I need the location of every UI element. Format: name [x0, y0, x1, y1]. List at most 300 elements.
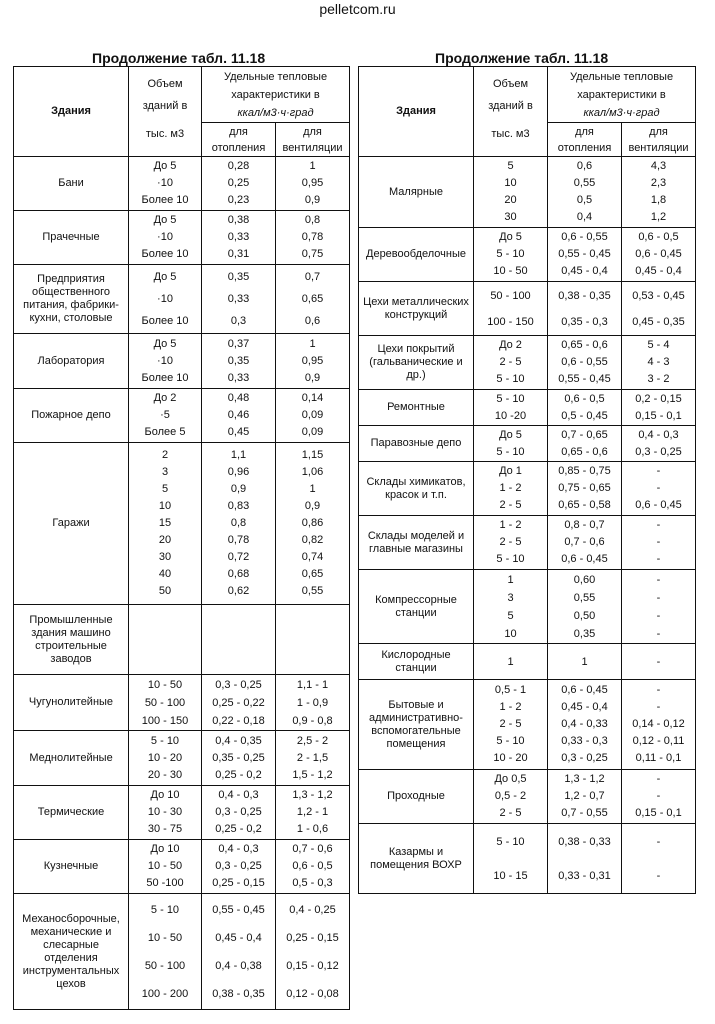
heat-value: 0,35 - 0,3	[561, 315, 608, 328]
heat-value: 0,35	[227, 354, 250, 367]
table-row	[14, 731, 350, 786]
vol-value: 100 - 150	[487, 315, 534, 328]
vent-value: -	[656, 655, 661, 668]
vol-value: ·10	[157, 293, 173, 305]
heat-value: 0,8 - 0,7	[564, 519, 605, 531]
building-name: Склады химикатов, красок и т.п.	[359, 462, 474, 516]
table-row	[14, 675, 350, 731]
vol-value: До 2	[499, 339, 522, 351]
heat-value: 0,25	[227, 177, 250, 189]
column-header-volume	[474, 67, 548, 157]
heat-value: 0,38 - 0,35	[212, 987, 265, 1000]
vol-value: 2 - 5	[499, 718, 522, 730]
table-row	[359, 770, 696, 824]
heating-cell	[548, 462, 622, 516]
heating-cell	[548, 770, 622, 824]
vol-value: 3	[507, 591, 514, 604]
vol-value: 20	[504, 194, 517, 206]
vent-value: 0,78	[301, 231, 324, 243]
heat-value: 0,6 - 0,45	[561, 684, 608, 696]
vent-value: 0,9 - 0,8	[292, 714, 333, 727]
table-row	[14, 443, 350, 605]
spec-header-line: Удельные тепловые	[569, 70, 674, 83]
vent-value: 0,53 - 0,45	[632, 289, 685, 302]
table-row	[14, 840, 350, 894]
heat-value: 0,46	[227, 409, 250, 421]
vent-value: 4,3	[650, 160, 667, 172]
spec-header-line: Удельные тепловые	[223, 70, 328, 83]
table-row	[14, 786, 350, 840]
vol-value: 5 - 10	[496, 392, 525, 405]
heat-value: 0,45	[227, 426, 250, 438]
heat-value: 0,45 - 0,4	[561, 701, 608, 713]
building-name: Цехи металлических конструкций	[359, 282, 474, 336]
ventilation-cell	[276, 605, 350, 675]
ventilation-cell	[622, 516, 696, 570]
volume-cell	[474, 390, 548, 426]
heat-value: 0,3 - 0,25	[561, 752, 608, 764]
heat-value: 0,38	[227, 214, 250, 226]
right-table	[358, 66, 696, 894]
volume-cell	[129, 157, 202, 211]
vent-value: -	[656, 553, 661, 565]
table-row	[14, 265, 350, 334]
volume-cell	[129, 786, 202, 840]
building-name: Меднолитейные	[14, 731, 129, 786]
vent-value: 0,9	[304, 500, 321, 512]
vol-value: До 5	[499, 428, 522, 441]
heat-value: 0,72	[227, 551, 250, 563]
volume-cell	[474, 426, 548, 462]
building-name: Лаборатория	[14, 334, 129, 389]
heat-value: 0,4 - 0,3	[218, 789, 259, 801]
vol-value: 20 - 30	[147, 768, 183, 781]
heat-value: 1,1	[230, 449, 247, 461]
vent-value: 0,6 - 0,5	[638, 231, 679, 243]
vent-value: 0,6 - 0,5	[292, 860, 333, 872]
volume-header-line: зданий в	[488, 99, 533, 112]
vent-value: 2,3	[650, 177, 667, 189]
vent-value: 0,14 - 0,12	[632, 718, 685, 730]
heat-value: 0,55 - 0,45	[558, 248, 611, 260]
heat-value: 0,3 - 0,25	[215, 678, 262, 691]
vent-value: 0,9	[304, 371, 321, 384]
building-name: Механосборочные, механические и слесарные отделения инструментальных цехов	[14, 894, 129, 1010]
heat-value: 0,6 - 0,55	[561, 231, 608, 243]
vol-value: 2 - 5	[499, 356, 522, 368]
heating-cell	[548, 336, 622, 390]
heat-value: 0,35	[227, 271, 250, 283]
vent-value: -	[656, 465, 661, 477]
ventilation-header-line: вентиляции	[282, 141, 343, 154]
table-row	[359, 680, 696, 770]
vol-value: 2 - 5	[499, 499, 522, 511]
vent-value: 1 - 0,9	[296, 696, 329, 709]
vent-value: 1	[309, 337, 316, 350]
volume-cell	[129, 605, 202, 675]
vent-value: 0,55	[301, 585, 324, 597]
heat-value: 0,5	[576, 194, 593, 206]
vol-value: 10 - 50	[493, 265, 528, 277]
vent-value: 2,5 - 2	[296, 734, 329, 747]
vent-value: 0,3 - 0,25	[635, 445, 682, 458]
heating-header-line: отопления	[557, 141, 612, 154]
heat-value: 0,55	[573, 177, 596, 189]
vol-value: 5 - 10	[496, 373, 525, 385]
heat-value: 0,78	[227, 534, 250, 546]
volume-cell	[129, 211, 202, 265]
ventilation-cell	[622, 336, 696, 390]
column-header-specific-heat	[202, 67, 350, 123]
heat-value: 0,6	[576, 160, 593, 172]
vol-value: 5 - 10	[496, 835, 525, 848]
column-header-ventilation	[276, 123, 350, 157]
vol-value: До 10	[150, 789, 180, 801]
vol-value: 10 - 15	[493, 869, 528, 882]
table-row	[359, 390, 696, 426]
heating-header-line: для	[229, 125, 248, 138]
left-table-title: Продолжение табл. 11.18	[92, 50, 266, 66]
ventilation-cell	[622, 390, 696, 426]
heating-cell	[202, 605, 276, 675]
vent-value: 0,14	[301, 392, 324, 404]
table-row	[14, 894, 350, 1010]
vol-value: 10	[158, 500, 172, 512]
spec-header-line: характеристики в	[231, 88, 320, 101]
building-name: Деревообделочные	[359, 228, 474, 282]
heat-value: 0,7 - 0,65	[561, 428, 608, 441]
vol-value: 1	[507, 573, 514, 586]
vol-value: 5 - 10	[496, 248, 525, 260]
column-header-specific-heat	[548, 67, 696, 123]
heating-cell	[202, 211, 276, 265]
vol-value: 5 - 10	[496, 445, 525, 458]
heat-value: 0,33	[227, 293, 250, 305]
vol-value: 15	[158, 517, 172, 529]
vol-value: До 5	[153, 337, 177, 350]
volume-cell	[129, 675, 202, 731]
heat-value: 0,9	[230, 483, 247, 495]
volume-cell	[129, 731, 202, 786]
vent-value: 0,65	[301, 293, 324, 305]
vent-value: 5 - 4	[647, 339, 670, 351]
vent-value: -	[656, 773, 661, 785]
volume-cell	[474, 516, 548, 570]
vent-value: 2 - 1,5	[296, 751, 329, 764]
building-name: Бытовые и административно-вспомогательные помещения	[359, 680, 474, 770]
ventilation-cell	[276, 334, 350, 389]
building-name: Казармы и помещения ВОХР	[359, 824, 474, 894]
table-row	[359, 228, 696, 282]
vent-value: 0,15 - 0,1	[635, 807, 682, 819]
vent-value: 1,8	[650, 194, 667, 206]
vent-value: 0,9	[304, 194, 321, 206]
heat-value: 0,35 - 0,25	[212, 751, 265, 764]
vent-value: 0,15 - 0,1	[635, 409, 682, 422]
heating-cell	[548, 570, 622, 644]
vent-value: 0,45 - 0,35	[632, 315, 685, 328]
ventilation-cell	[276, 211, 350, 265]
vol-value: Более 10	[141, 248, 189, 260]
ventilation-cell	[622, 680, 696, 770]
ventilation-cell	[276, 840, 350, 894]
ventilation-cell	[622, 282, 696, 336]
right-table-title: Продолжение табл. 11.18	[435, 50, 609, 66]
ventilation-cell	[276, 389, 350, 443]
heating-cell	[202, 157, 276, 211]
building-name: Малярные	[359, 157, 474, 228]
vol-value: 1	[507, 655, 514, 668]
building-name: Прачечные	[14, 211, 129, 265]
vent-value: -	[656, 869, 661, 882]
vent-value: -	[656, 536, 661, 548]
vent-value: -	[656, 701, 661, 713]
building-name: Кислородные станции	[359, 644, 474, 680]
heating-cell	[548, 228, 622, 282]
table-row	[14, 157, 350, 211]
volume-cell	[474, 228, 548, 282]
volume-cell	[129, 894, 202, 1010]
vent-value: 1	[309, 160, 316, 172]
vol-value: 0,5 - 2	[494, 790, 527, 802]
vol-value: 10	[504, 177, 517, 189]
vent-value: 1 - 0,6	[296, 823, 329, 835]
vent-value: 0,11 - 0,1	[635, 752, 682, 764]
vent-value: 0,82	[301, 534, 324, 546]
vol-value: 10 - 50	[147, 931, 183, 944]
vol-value: 30	[158, 551, 172, 563]
heat-value: 0,28	[227, 160, 250, 172]
heating-cell	[548, 824, 622, 894]
vol-value: 2	[161, 449, 169, 461]
building-name: Склады моделей и главные магазины	[359, 516, 474, 570]
vol-value: 50 - 100	[144, 696, 186, 709]
left-table	[13, 66, 350, 1010]
heat-value: 0,62	[227, 585, 250, 597]
heating-cell	[548, 157, 622, 228]
volume-header-line: Объем	[147, 77, 183, 90]
heat-value: 0,22 - 0,18	[212, 714, 265, 727]
vol-value: Более 10	[141, 194, 189, 206]
table-row	[359, 336, 696, 390]
vent-value: 1,3 - 1,2	[292, 789, 333, 801]
vent-value: 0,09	[301, 409, 324, 421]
vol-value: До 10	[150, 843, 180, 855]
heat-value: 0,33 - 0,3	[561, 735, 608, 747]
vent-value: 1	[309, 483, 316, 495]
heating-cell	[202, 265, 276, 334]
volume-cell	[129, 389, 202, 443]
heat-value: 0,75 - 0,65	[558, 482, 611, 494]
vol-value: 2 - 5	[499, 807, 522, 819]
vol-value: До 5	[153, 160, 177, 172]
heat-value: 0,38 - 0,33	[558, 835, 611, 848]
vent-value: -	[656, 573, 661, 586]
vol-value: 50 - 100	[490, 289, 531, 302]
vent-value: 1,1 - 1	[296, 678, 329, 691]
vent-value: 0,6	[304, 315, 321, 327]
heat-value: 0,33 - 0,31	[558, 869, 611, 882]
heat-value: 0,5 - 0,45	[561, 409, 608, 422]
site-header: pelletcom.ru	[319, 1, 396, 17]
building-name: Ремонтные	[359, 390, 474, 426]
heat-value: 0,35	[573, 627, 596, 640]
vol-value: 5 - 10	[150, 734, 180, 747]
vent-value: 0,12 - 0,11	[632, 735, 685, 747]
ventilation-cell	[622, 824, 696, 894]
building-name: Промышленные здания машино строительные заводов	[14, 605, 129, 675]
vent-value: 0,6 - 0,45	[635, 499, 682, 511]
heating-header-line: отопления	[211, 141, 266, 154]
vol-value: ·10	[157, 231, 173, 243]
ventilation-cell	[276, 786, 350, 840]
building-name: Термические	[14, 786, 129, 840]
vent-value: -	[656, 519, 661, 531]
heat-value: 0,6 - 0,5	[564, 392, 605, 405]
ventilation-cell	[276, 731, 350, 786]
spec-header-units: ккал/м3·ч·град	[583, 106, 660, 119]
vol-value: 0,5 - 1	[494, 684, 527, 696]
ventilation-cell	[622, 770, 696, 824]
ventilation-header-line: для	[649, 125, 668, 138]
ventilation-header-line: для	[303, 125, 322, 138]
table-row	[359, 282, 696, 336]
table-row	[14, 211, 350, 265]
heat-value: 1	[581, 655, 588, 668]
vol-value: До 5	[153, 214, 177, 226]
heat-value: 0,60	[573, 573, 596, 586]
heating-cell	[202, 894, 276, 1010]
heat-value: 0,68	[227, 568, 250, 580]
heat-value: 0,65 - 0,58	[558, 499, 611, 511]
vent-value: 0,7 - 0,6	[292, 843, 333, 855]
table-row	[359, 570, 696, 644]
volume-cell	[129, 334, 202, 389]
building-name: Компрессорные станции	[359, 570, 474, 644]
vol-value: ·10	[157, 177, 173, 189]
volume-header-line: тыс. м3	[491, 127, 530, 140]
vent-value: -	[656, 790, 661, 802]
vent-value: 0,4 - 0,3	[638, 428, 679, 441]
heat-value: 0,8	[230, 517, 247, 529]
vent-value: 1,15	[301, 449, 324, 461]
column-header-heating	[548, 123, 622, 157]
vol-value: Более 10	[141, 315, 189, 327]
heat-value: 0,3 - 0,25	[215, 806, 262, 818]
vent-value: -	[656, 591, 661, 604]
ventilation-cell	[276, 675, 350, 731]
heat-value: 0,33	[227, 371, 250, 384]
heat-value: 0,85 - 0,75	[558, 465, 611, 477]
vol-value: 10 - 20	[147, 751, 183, 764]
volume-cell	[474, 336, 548, 390]
ventilation-header-line: вентиляции	[628, 141, 689, 154]
vol-value: До 2	[153, 392, 177, 404]
vent-value: 0,4 - 0,25	[289, 903, 336, 916]
volume-header-line: зданий в	[142, 99, 188, 112]
vol-value: 10	[504, 627, 517, 640]
building-name: Кузнечные	[14, 840, 129, 894]
vent-value: 0,15 - 0,12	[286, 959, 339, 972]
vent-value: 0,95	[301, 354, 324, 367]
volume-cell	[474, 770, 548, 824]
vent-value: 0,25 - 0,15	[286, 931, 339, 944]
ventilation-cell	[276, 894, 350, 1010]
heat-value: 0,4 - 0,38	[215, 959, 262, 972]
heat-value: 0,38 - 0,35	[558, 289, 611, 302]
heat-value: 0,37	[227, 337, 250, 350]
heat-value: 0,23	[227, 194, 250, 206]
vent-value: 1,5 - 1,2	[292, 768, 333, 781]
ventilation-cell	[622, 644, 696, 680]
vol-value: До 5	[499, 231, 522, 243]
volume-cell	[129, 265, 202, 334]
vent-value: -	[656, 482, 661, 494]
vol-value: 50 - 100	[144, 959, 186, 972]
ventilation-cell	[276, 157, 350, 211]
building-name: Гаражи	[14, 443, 129, 605]
building-name: Пожарное депо	[14, 389, 129, 443]
building-name: Бани	[14, 157, 129, 211]
vent-value: 0,2 - 0,15	[635, 392, 682, 405]
table-row	[359, 824, 696, 894]
table-row	[359, 462, 696, 516]
spec-header-line: характеристики в	[577, 88, 666, 101]
heat-value: 0,25 - 0,22	[212, 696, 265, 709]
heat-value: 0,31	[227, 248, 250, 260]
vol-value: 50 -100	[146, 877, 184, 889]
ventilation-cell	[622, 462, 696, 516]
heating-cell	[202, 334, 276, 389]
heat-value: 0,55 - 0,45	[212, 903, 265, 916]
vol-value: 1 - 2	[499, 482, 522, 494]
heat-value: 1,2 - 0,7	[564, 790, 605, 802]
vol-value: 1 - 2	[499, 701, 522, 713]
volume-cell	[129, 840, 202, 894]
column-header-building: Здания	[359, 67, 474, 157]
vol-value: 100 - 200	[141, 987, 189, 1000]
vent-value: 4 - 3	[647, 356, 670, 368]
heat-value: 0,45 - 0,4	[561, 265, 608, 277]
heat-value: 0,3	[230, 315, 247, 327]
heat-value: 0,6 - 0,45	[561, 553, 608, 565]
header-row	[359, 67, 696, 123]
heating-cell	[548, 680, 622, 770]
vol-value: 5 - 10	[496, 735, 525, 747]
vol-value: До 1	[499, 465, 522, 477]
heat-value: 0,25 - 0,2	[215, 823, 262, 835]
volume-header-line: Объем	[492, 77, 529, 90]
heat-value: 0,83	[227, 500, 250, 512]
heat-value: 0,65 - 0,6	[561, 339, 608, 351]
header-row	[14, 67, 350, 123]
heat-value: 0,55	[573, 591, 596, 604]
ventilation-cell	[276, 265, 350, 334]
volume-header-line: тыс. м3	[145, 127, 185, 140]
table-row	[359, 157, 696, 228]
vol-value: 1 - 2	[499, 519, 522, 531]
ventilation-cell	[622, 570, 696, 644]
vent-value: 1,2 - 1	[296, 806, 329, 818]
heat-value: 0,6 - 0,55	[561, 356, 608, 368]
vol-value: ·5	[160, 409, 170, 421]
vol-value: До 5	[153, 271, 177, 283]
heating-cell	[202, 731, 276, 786]
table-row	[359, 426, 696, 462]
vent-value: 0,65	[301, 568, 324, 580]
heat-value: 0,48	[227, 392, 250, 404]
table-row	[14, 605, 350, 675]
